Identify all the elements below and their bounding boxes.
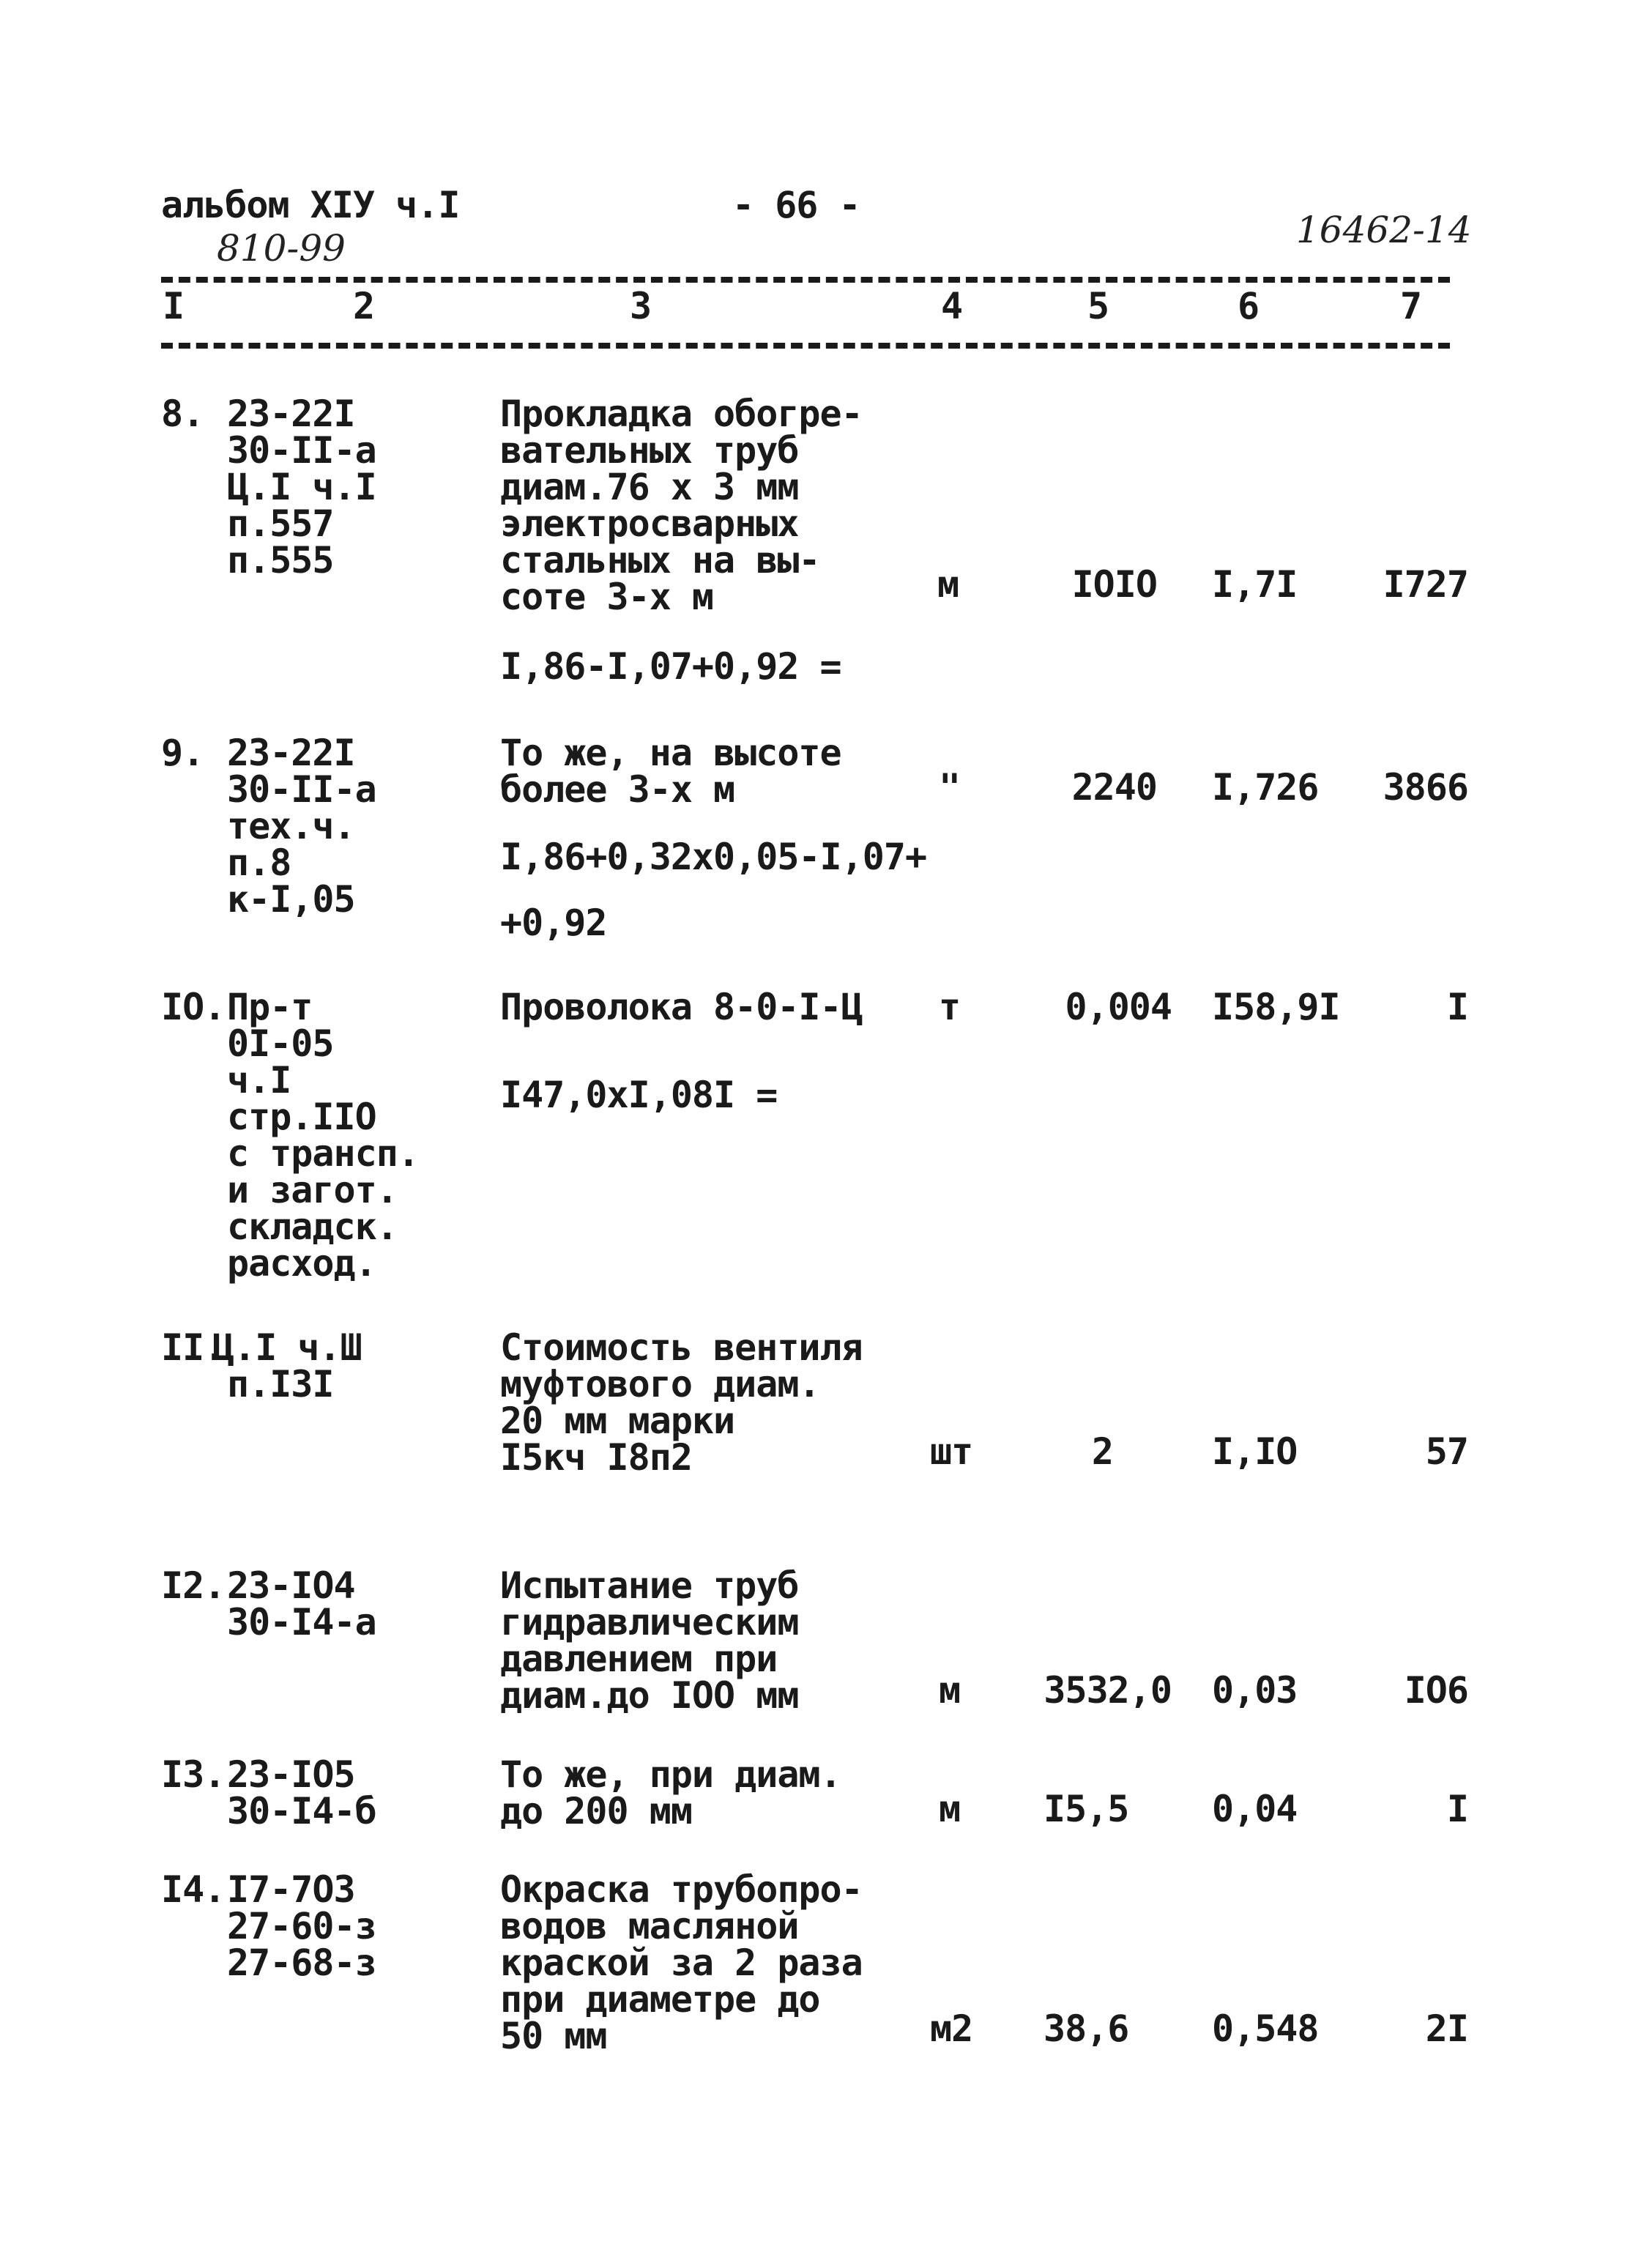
row-quantity: 2	[1091, 1430, 1113, 1473]
row-quantity: 3532,0	[1043, 1669, 1172, 1712]
handwritten-right: 16462-14	[1296, 209, 1472, 251]
row-code: 23-22I 30-II-а тех.ч. п.8 к-I,05	[227, 732, 376, 921]
handwritten-left: 810-99	[217, 227, 346, 270]
row-code: Ц.I ч.Ш п.I3I	[212, 1326, 362, 1405]
row-quantity: IOIO	[1071, 563, 1157, 606]
row-total: 2I	[1425, 2007, 1468, 2050]
row-code: 23-22I 30-II-а Ц.I ч.I п.557 п.555	[227, 393, 376, 582]
row-number: 8.	[161, 393, 204, 435]
row-description: Проволока 8-0-I-Ц	[500, 986, 863, 1028]
row-unit: м	[939, 1669, 961, 1712]
row-price: I,726	[1212, 766, 1319, 809]
row-price: I,IO	[1212, 1430, 1298, 1473]
row-total: 57	[1425, 1430, 1468, 1473]
row-price: 0,548	[1212, 2007, 1319, 2050]
row-quantity: 2240	[1071, 766, 1157, 809]
row-calculation-cont: +0,92	[500, 902, 607, 944]
row-calculation: I,86+0,32х0,05-I,07+	[500, 836, 927, 878]
row-number: 9.	[161, 732, 204, 774]
col-header-3: 3	[630, 285, 652, 327]
row-description: Испытание труб гидравлическим давлением при диам.до IOO мм	[500, 1564, 799, 1717]
row-total: 3866	[1383, 766, 1468, 809]
row-price: I58,9I	[1212, 986, 1340, 1028]
row-unit: м	[939, 1788, 961, 1830]
row-description: То же, на высоте более 3-х м	[500, 732, 841, 811]
header-divider-bottom	[161, 343, 1450, 349]
row-code: 23-IO5 30-I4-б	[227, 1753, 376, 1832]
row-price: 0,04	[1212, 1788, 1298, 1830]
row-unit: "	[939, 766, 961, 809]
page-number: - 66 -	[732, 184, 860, 226]
album-label: альбом XIУ ч.I	[161, 184, 460, 226]
row-quantity: I5,5	[1043, 1788, 1129, 1830]
header-divider-top	[161, 277, 1450, 283]
row-quantity: 38,6	[1043, 2007, 1129, 2050]
row-number: II.	[161, 1326, 226, 1369]
row-description: Стоимость вентиля муфтового диам. 20 мм марки I5кч I8п2	[500, 1326, 863, 1479]
row-unit: т	[939, 986, 961, 1028]
row-total: I	[1446, 986, 1468, 1028]
col-header-4: 4	[941, 285, 963, 327]
row-description: Прокладка обогре- вательных труб диам.76 х 3 мм электросварных стальных на вы- соте 3-х м	[500, 393, 863, 618]
row-description: Окраска трубопро- водов масляной краской за 2 раза при диаметре до 50 мм	[500, 1868, 863, 2057]
row-price: I,7I	[1212, 563, 1298, 606]
row-description: То же, при диам. до 200 мм	[500, 1753, 841, 1832]
row-price: 0,03	[1212, 1669, 1298, 1712]
col-header-2: 2	[353, 285, 375, 327]
col-header-5: 5	[1087, 285, 1109, 327]
row-calculation: I47,0хI,08I =	[500, 1074, 778, 1116]
row-total: I727	[1383, 563, 1468, 606]
row-quantity: 0,004	[1065, 986, 1172, 1028]
row-code: 23-IO4 30-I4-а	[227, 1564, 376, 1643]
row-number: I3.	[161, 1753, 226, 1796]
col-header-1: I	[163, 285, 185, 327]
row-code: Пр-т 0I-05 ч.I стр.IIO с трансп. и загот. складск. расход.	[227, 986, 419, 1285]
row-number: I2.	[161, 1564, 226, 1607]
row-code: I7-7O3 27-60-з 27-68-з	[227, 1868, 376, 1984]
col-header-6: 6	[1238, 285, 1260, 327]
row-number: I4.	[161, 1868, 226, 1911]
row-unit: м2	[930, 2007, 973, 2050]
row-number: IO.	[161, 986, 226, 1028]
row-calculation: I,86-I,07+0,92 =	[500, 645, 841, 688]
row-unit: м	[937, 563, 959, 606]
col-header-7: 7	[1400, 285, 1422, 327]
row-unit: шт	[930, 1430, 973, 1473]
row-total: I	[1446, 1788, 1468, 1830]
row-total: IO6	[1404, 1669, 1468, 1712]
